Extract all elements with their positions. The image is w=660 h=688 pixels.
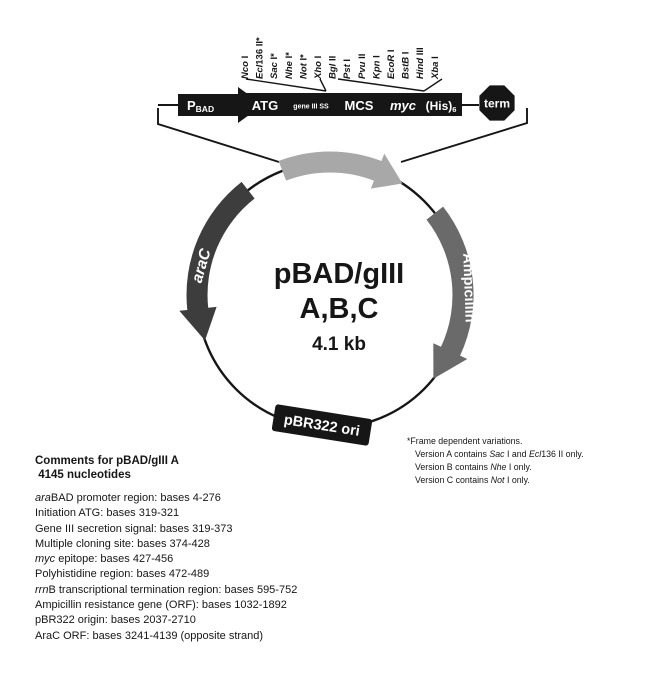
restriction-site-label: EcoR I bbox=[386, 49, 397, 79]
restriction-site-label: Nco I bbox=[240, 55, 251, 79]
frame-note-title: *Frame dependent variations. bbox=[407, 436, 523, 446]
frame-note-version: Version B contains Nhe I only. bbox=[415, 462, 532, 472]
mcs-leader-lines bbox=[246, 79, 442, 91]
comment-item: Initiation ATG: bases 319-321 bbox=[35, 507, 180, 520]
comment-item: rrnB transcriptional termination region: bases 595-752 bbox=[35, 583, 298, 596]
restriction-site-label: Bgl II bbox=[327, 55, 339, 79]
comments-section bbox=[35, 454, 297, 644]
comments-title: Comments for pBAD/gIII A bbox=[35, 455, 179, 467]
comment-item: pBR322 origin: bases 2037-2710 bbox=[35, 614, 196, 627]
linear-map bbox=[158, 85, 515, 123]
ampicillin-gene-label: Ampicillin bbox=[459, 252, 478, 323]
gene3ss-label: gene III SS bbox=[293, 103, 329, 111]
comment-item: myc epitope: bases 427-456 bbox=[35, 553, 174, 566]
restriction-site-label: Xba I bbox=[429, 56, 441, 79]
mcs-label: MCS bbox=[344, 98, 374, 113]
restriction-site-label: Kpn I bbox=[371, 55, 383, 79]
plasmid-name-line1: pBAD/gIII bbox=[273, 258, 405, 290]
comment-item: AraC ORF: bases 3241-4139 (opposite strand) bbox=[35, 629, 264, 642]
terminator-label: term bbox=[483, 96, 511, 111]
pbr322-ori-box bbox=[271, 404, 372, 446]
comment-item: Ampicillin resistance gene (ORF): bases 1032-1892 bbox=[35, 599, 287, 612]
comment-item: Polyhistidine region: bases 472-489 bbox=[35, 568, 210, 581]
restriction-site-label: Not I* bbox=[298, 54, 310, 79]
pbad-promoter-label: PBAD bbox=[187, 98, 215, 114]
restriction-site-label: Nhe I* bbox=[283, 52, 295, 79]
arac-gene-label: araC bbox=[188, 246, 215, 285]
comment-item: araBAD promoter region: bases 4-276 bbox=[35, 492, 221, 504]
restriction-site-label: Ecl136 II* bbox=[254, 37, 266, 79]
his-tag-label: (His)6 bbox=[425, 99, 457, 114]
frame-note-versions bbox=[407, 448, 584, 487]
comment-item: Multiple cloning site: bases 374-428 bbox=[35, 537, 210, 550]
restriction-site-label: Sac I* bbox=[269, 53, 281, 79]
comment-item: Gene III secretion signal: bases 319-373 bbox=[35, 522, 233, 535]
frame-note bbox=[407, 435, 584, 487]
frame-note-version: Version C contains Not I only. bbox=[415, 475, 530, 485]
plasmid-name-line2: A,B,C bbox=[299, 293, 379, 325]
plasmid-size-label: 4.1 kb bbox=[312, 334, 366, 355]
mcs-site-labels bbox=[240, 37, 441, 80]
restriction-site-label: Pst I bbox=[342, 58, 354, 79]
frame-note-version: Version A contains Sac I and Ecl136 II only. bbox=[415, 449, 584, 459]
zoom-bracket-left bbox=[158, 108, 279, 162]
atg-label: ATG bbox=[251, 98, 279, 113]
myc-label: myc bbox=[389, 98, 417, 113]
comments-subtitle: 4145 nucleotides bbox=[35, 469, 131, 481]
pbr322-ori-label: pBR322 ori bbox=[282, 412, 361, 440]
restriction-site-label: BstB I bbox=[400, 51, 412, 79]
restriction-site-label: Pvu II bbox=[356, 53, 368, 79]
expression-cassette-arrow bbox=[279, 151, 403, 188]
restriction-site-label: Hind III bbox=[415, 47, 427, 79]
arac-gene-arrow bbox=[179, 182, 254, 341]
comments-list bbox=[35, 491, 297, 644]
restriction-site-label: Xho I bbox=[313, 55, 324, 79]
